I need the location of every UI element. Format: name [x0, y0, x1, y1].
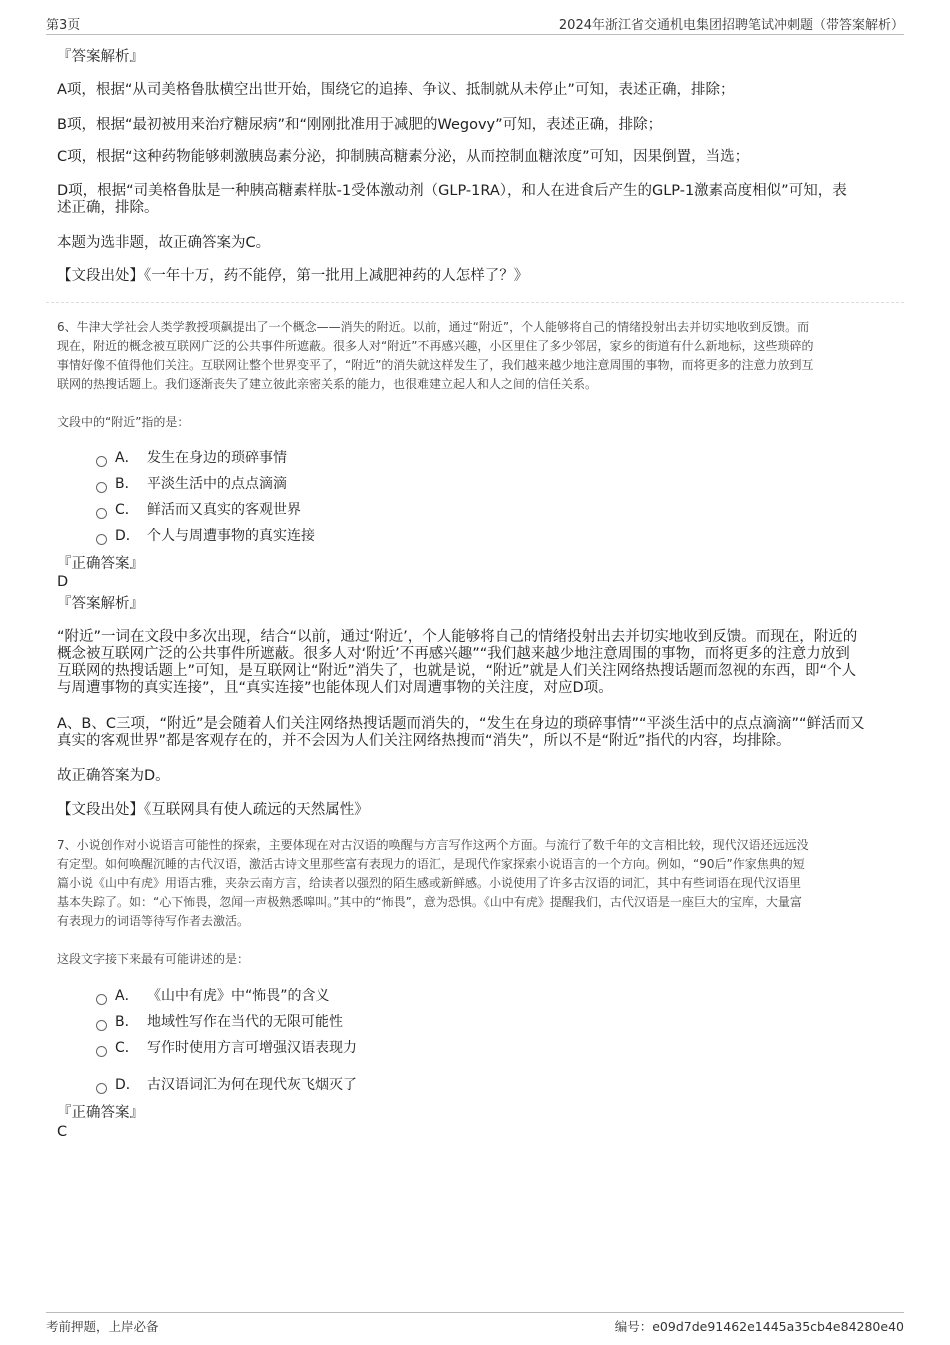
- q7-option-c[interactable]: C． 写作时使用方言可增强汉语表现力: [96, 1038, 357, 1058]
- q6-stem: [57, 318, 897, 394]
- q6-stem-line: 现在，附近的概念被互联网广泛的公共事件所遮蔽。很多人对“附近”不再感兴趣，小区里住了多少邻居，家乡的街道有什么新地标，这些琐碎的: [57, 339, 814, 353]
- q7-option-d[interactable]: D． 古汉语词汇为何在现代灰飞烟灭了: [96, 1075, 357, 1095]
- analysis-line: 与周遭事物的真实连接”，且“真实连接”也能体现人们对周遭事物的关注度，对应D项。: [57, 680, 613, 696]
- q7-stem-line: 篇小说《山中有虎》用语古雅，夹杂云南方言，给读者以强烈的陌生感或新鲜感。小说使用了许多古汉语的词汇，其中有些词语在现代汉语里: [57, 876, 802, 890]
- q7-stem-line: 7、小说创作对小说语言可能性的探索，主要体现在对古汉语的唤醒与方言写作这两个方面。与流行了数千年的文言相比较，现代汉语还远远没: [57, 838, 809, 852]
- q7-stem-line: 基本失踪了。如：“心下怖畏，忽闻一声极熟悉嗥叫。”其中的“怖畏”，意为恐惧。《山中有虎》提醒我们，古代汉语是一座巨大的宝库，大量富: [57, 895, 802, 909]
- radio-icon[interactable]: [96, 1046, 107, 1057]
- q7-option-b[interactable]: B． 地域性写作在当代的无限可能性: [96, 1012, 343, 1032]
- q5-analysis-c: C项，根据“这种药物能够刺激胰岛素分泌，抑制胰高糖素分泌，从而控制血糖浓度”可知，因果倒置，当选；: [57, 149, 750, 165]
- q6-conclusion: 故正确答案为D。: [57, 768, 170, 784]
- q6-answer: D: [57, 574, 69, 590]
- q5-analysis-d-line2: 述正确，排除。: [57, 200, 159, 216]
- q7-answer: C: [57, 1124, 68, 1140]
- q5-analysis-a: A项，根据“从司美格鲁肽横空出世开始，围绕它的追捧、争议、抵制就从未停止”可知，表述正确，排除；: [57, 82, 735, 98]
- radio-icon[interactable]: [96, 456, 107, 467]
- radio-icon[interactable]: [96, 508, 107, 519]
- q6-option-c[interactable]: C． 鲜活而又真实的客观世界: [96, 500, 301, 520]
- q6-option-b[interactable]: B． 平淡生活中的点点滴滴: [96, 474, 287, 494]
- radio-icon[interactable]: [96, 1083, 107, 1094]
- q6-analysis-para2: [57, 716, 897, 750]
- q6-source: 【文段出处】《互联网具有使人疏远的天然属性》: [57, 802, 369, 818]
- document-id: 编号：e09d7de91462e1445a35cb4e84280e40: [614, 1319, 904, 1334]
- analysis-line: “附近”一词在文段中多次出现，结合“以前，通过‘附近’，个人能够将自己的情绪投射出去并切实地收到反馈。而现在，附近的: [57, 629, 858, 645]
- radio-icon[interactable]: [96, 1020, 107, 1031]
- q7-stem: [57, 836, 897, 931]
- page-footer: [46, 1312, 904, 1335]
- q5-analysis-label: 『答案解析』: [57, 49, 144, 65]
- analysis-line: 真实的客观世界”都是客观存在的，并不会因为人们关注网络热搜而“消失”，所以不是“附近”指代的内容，均排除。: [57, 733, 791, 749]
- q6-analysis-para1: [57, 629, 897, 697]
- q6-analysis-label: 『答案解析』: [57, 596, 144, 612]
- q7-stem-line: 有定型。如何唤醒沉睡的古代汉语，激活古诗文里那些富有表现力的语汇，是现代作家探索小说语言的一个方向。例如，“90后”作家焦典的短: [57, 857, 805, 871]
- q7-option-a[interactable]: A． 《山中有虎》中“怖畏”的含义: [96, 986, 330, 1006]
- radio-icon[interactable]: [96, 534, 107, 545]
- q5-conclusion: 本题为选非题，故正确答案为C。: [57, 235, 271, 251]
- analysis-line: 概念被互联网广泛的公共事件所遮蔽。很多人对‘附近’不再感兴趣”“我们越来越少地注意周围的事物，而将更多的注意力放到: [57, 646, 850, 662]
- q6-option-a[interactable]: A． 发生在身边的琐碎事情: [96, 448, 287, 468]
- q7-answer-label: 『正确答案』: [57, 1105, 144, 1121]
- section-divider: [46, 302, 904, 303]
- radio-icon[interactable]: [96, 482, 107, 493]
- analysis-line: A、B、C三项，“附近”是会随着人们关注网络热搜话题而消失的，“发生在身边的琐碎事情”“平淡生活中的点点滴滴”“鲜活而又: [57, 716, 865, 732]
- q6-question: 文段中的“附近”指的是：: [57, 415, 190, 429]
- q6-stem-line: 6、牛津大学社会人类学教授项飙提出了一个概念——消失的附近。以前，通过“附近”，个人能够将自己的情绪投射出去并切实地收到反馈。而: [57, 320, 810, 334]
- q7-stem-line: 有表现力的词语等待写作者去激活。: [57, 914, 250, 928]
- radio-icon[interactable]: [96, 994, 107, 1005]
- document-title: 2024年浙江省交通机电集团招聘笔试冲刺题（带答案解析）: [558, 18, 904, 33]
- q6-stem-line: 联网的热搜话题上。我们逐渐丧失了建立彼此亲密关系的能力，也很难建立起人和人之间的信任关系。: [57, 377, 598, 391]
- q6-option-d[interactable]: D． 个人与周遭事物的真实连接: [96, 526, 315, 546]
- page-header: [46, 14, 904, 35]
- q5-analysis-b: B项，根据“最初被用来治疗糖尿病”和“刚刚批准用于减肥的Wegovy”可知，表述正确，排除；: [57, 117, 663, 133]
- q6-stem-line: 事情好像不值得他们关注。互联网让整个世界变平了，“附近”的消失就这样发生了，我们越来越少地注意周围的事物，而将更多的注意力放到互: [57, 358, 814, 372]
- q7-question: 这段文字接下来最有可能讲述的是：: [57, 952, 250, 966]
- q5-source: 【文段出处】《一年十万，药不能停，第一批用上减肥神药的人怎样了？》: [57, 268, 529, 284]
- q6-answer-label: 『正确答案』: [57, 556, 144, 572]
- page-number: 第3页: [46, 18, 81, 33]
- analysis-line: 互联网的热搜话题上”可知，是互联网让“附近”消失了，也就是说，“附近”就是人们关注网络热搜话题而忽视的东西，即“个人: [57, 663, 857, 679]
- footer-slogan: 考前押题，上岸必备: [46, 1319, 159, 1334]
- q5-analysis-d-line1: D项，根据“司美格鲁肽是一种胰高糖素样肽-1受体激动剂（GLP-1RA），和人在进食后产生的GLP-1激素高度相似”可知，表: [57, 183, 847, 199]
